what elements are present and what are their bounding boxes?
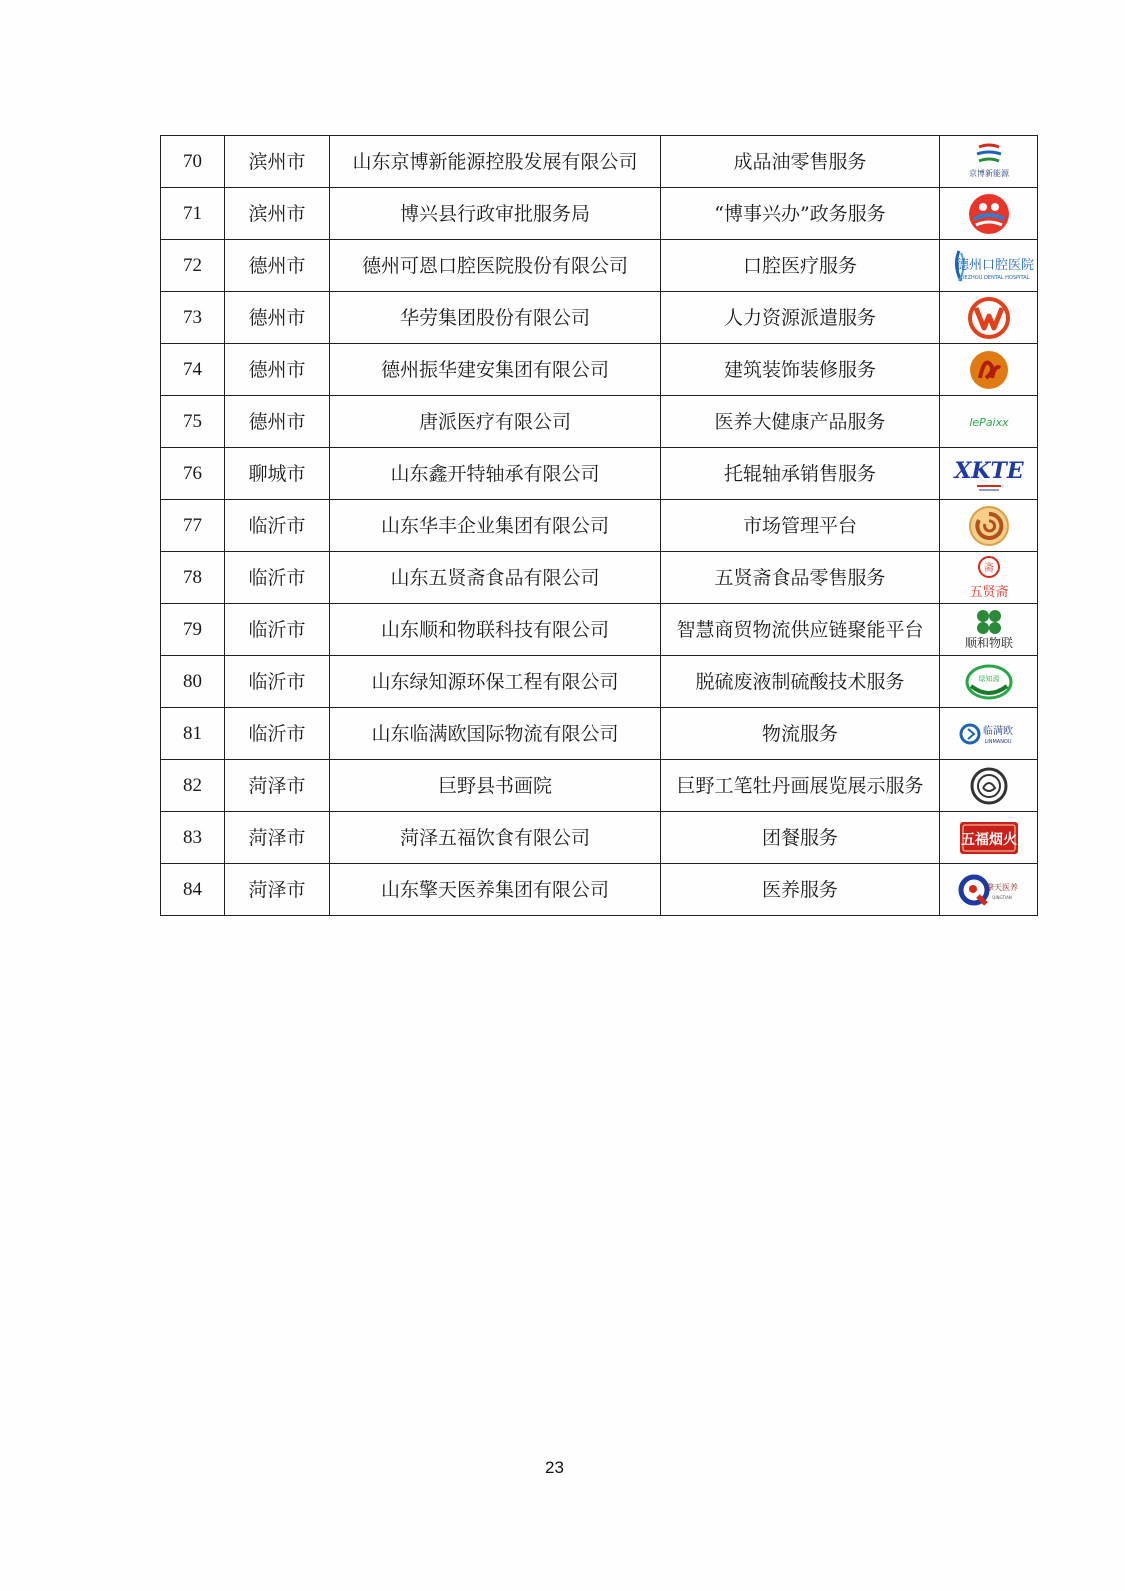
table-row — [161, 448, 1038, 500]
cell-service: 口腔医疗服务 — [661, 240, 940, 292]
cell-number: 70 — [161, 136, 225, 188]
svg-text:XKTE: XKTE — [953, 457, 1024, 484]
cell-city: 德州市 — [225, 292, 330, 344]
cell-logo — [940, 864, 1038, 916]
svg-text:DEZHOU DENTAL HOSPITAL: DEZHOU DENTAL HOSPITAL — [960, 274, 1029, 281]
cell-service: 医养服务 — [661, 864, 940, 916]
table-row — [161, 292, 1038, 344]
table-row — [161, 604, 1038, 656]
table-row — [161, 864, 1038, 916]
cell-logo — [940, 136, 1038, 188]
cell-city: 临沂市 — [225, 604, 330, 656]
svg-text:LINMANOU: LINMANOU — [983, 738, 1012, 745]
table-row — [161, 552, 1038, 604]
svg-text:擎天医养: 擎天医养 — [985, 882, 1018, 892]
svg-text:五贤斋: 五贤斋 — [968, 584, 1009, 600]
cell-number: 79 — [161, 604, 225, 656]
svg-text:京博新能源: 京博新能源 — [968, 168, 1009, 178]
cell-company: 山东绿知源环保工程有限公司 — [330, 656, 661, 708]
svg-text:绿知源: 绿知源 — [978, 674, 999, 683]
linmanou-logistics-logo — [940, 708, 1037, 759]
cell-number: 77 — [161, 500, 225, 552]
cell-number: 82 — [161, 760, 225, 812]
cell-logo — [940, 656, 1038, 708]
cell-service: 托辊轴承销售服务 — [661, 448, 940, 500]
cell-city: 临沂市 — [225, 708, 330, 760]
cell-company: 德州可恩口腔医院股份有限公司 — [330, 240, 661, 292]
cell-logo — [940, 396, 1038, 448]
cell-company: 山东京博新能源控股发展有限公司 — [330, 136, 661, 188]
cell-service: 医养大健康产品服务 — [661, 396, 940, 448]
cell-city: 临沂市 — [225, 552, 330, 604]
cell-company: 山东顺和物联科技有限公司 — [330, 604, 661, 656]
cell-company: 山东临满欧国际物流有限公司 — [330, 708, 661, 760]
table-row — [161, 396, 1038, 448]
xkte-bearing-logo — [940, 448, 1037, 499]
zhenhua-construction-logo — [940, 344, 1037, 395]
cell-city: 德州市 — [225, 344, 330, 396]
lvzhiyuan-env-logo — [940, 656, 1037, 707]
cell-service: 市场管理平台 — [661, 500, 940, 552]
cell-logo — [940, 500, 1038, 552]
table-row — [161, 344, 1038, 396]
cell-city: 滨州市 — [225, 136, 330, 188]
cell-service: 脱硫废液制硫酸技术服务 — [661, 656, 940, 708]
jingbo-new-energy-logo — [940, 136, 1037, 187]
table-body — [161, 136, 1038, 916]
qingtian-medical-care-logo — [940, 864, 1037, 915]
cell-logo — [940, 760, 1038, 812]
cell-city: 德州市 — [225, 240, 330, 292]
cell-service: 成品油零售服务 — [661, 136, 940, 188]
cell-service: 物流服务 — [661, 708, 940, 760]
cell-company: 山东五贤斋食品有限公司 — [330, 552, 661, 604]
cell-service: 巨野工笔牡丹画展览展示服务 — [661, 760, 940, 812]
table-row — [161, 656, 1038, 708]
shunhe-iot-logo — [940, 604, 1037, 655]
cell-number: 74 — [161, 344, 225, 396]
cell-number: 75 — [161, 396, 225, 448]
cell-city: 菏泽市 — [225, 760, 330, 812]
huafeng-group-logo — [940, 500, 1037, 551]
lepai-medical-logo — [940, 396, 1037, 447]
cell-logo — [940, 708, 1038, 760]
table-row — [161, 760, 1038, 812]
cell-number: 73 — [161, 292, 225, 344]
cell-number: 84 — [161, 864, 225, 916]
cell-company: 唐派医疗有限公司 — [330, 396, 661, 448]
cell-company: 德州振华建安集团有限公司 — [330, 344, 661, 396]
table-row — [161, 188, 1038, 240]
cell-service: 五贤斋食品零售服务 — [661, 552, 940, 604]
cell-number: 71 — [161, 188, 225, 240]
cell-city: 德州市 — [225, 396, 330, 448]
cell-service: 建筑装饰装修服务 — [661, 344, 940, 396]
cell-number: 83 — [161, 812, 225, 864]
cell-logo — [940, 344, 1038, 396]
cell-service: 团餐服务 — [661, 812, 940, 864]
cell-number: 81 — [161, 708, 225, 760]
svg-text:临满欧: 临满欧 — [982, 725, 1013, 737]
svg-text:顺和物联: 顺和物联 — [964, 635, 1013, 650]
cell-service: 人力资源派遣服务 — [661, 292, 940, 344]
cell-company: 博兴县行政审批服务局 — [330, 188, 661, 240]
juye-painting-academy-logo — [940, 760, 1037, 811]
cell-city: 临沂市 — [225, 500, 330, 552]
wufu-catering-logo — [940, 812, 1037, 863]
cell-logo — [940, 812, 1038, 864]
page-number: 23 — [545, 1458, 564, 1477]
cell-logo — [940, 448, 1038, 500]
wuxianzhai-food-logo — [940, 552, 1037, 603]
hualao-group-logo — [940, 292, 1037, 343]
enterprise-list-table — [160, 135, 1038, 916]
svg-text:QINGTIAN: QINGTIAN — [991, 894, 1012, 900]
cell-city: 菏泽市 — [225, 812, 330, 864]
cell-company: 菏泽五福饮食有限公司 — [330, 812, 661, 864]
svg-text:斋: 斋 — [983, 562, 994, 574]
cell-service: “博事兴办”政务服务 — [661, 188, 940, 240]
cell-company: 山东鑫开特轴承有限公司 — [330, 448, 661, 500]
table-row — [161, 500, 1038, 552]
cell-city: 菏泽市 — [225, 864, 330, 916]
table-row — [161, 240, 1038, 292]
cell-number: 78 — [161, 552, 225, 604]
cell-company: 巨野县书画院 — [330, 760, 661, 812]
boxing-admin-approval-logo — [940, 188, 1037, 239]
cell-service: 智慧商贸物流供应链聚能平台 — [661, 604, 940, 656]
cell-logo — [940, 188, 1038, 240]
cell-logo — [940, 240, 1038, 292]
svg-text:lePaixx: lePaixx — [968, 415, 1009, 429]
cell-city: 滨州市 — [225, 188, 330, 240]
table-row — [161, 812, 1038, 864]
cell-city: 临沂市 — [225, 656, 330, 708]
svg-text:德州口腔医院: 德州口腔医院 — [955, 257, 1034, 273]
cell-logo — [940, 604, 1038, 656]
cell-company: 山东擎天医养集团有限公司 — [330, 864, 661, 916]
svg-text:五福烟火: 五福烟火 — [960, 831, 1017, 848]
cell-city: 聊城市 — [225, 448, 330, 500]
table-row — [161, 708, 1038, 760]
cell-number: 76 — [161, 448, 225, 500]
cell-logo — [940, 552, 1038, 604]
cell-company: 华劳集团股份有限公司 — [330, 292, 661, 344]
cell-company: 山东华丰企业集团有限公司 — [330, 500, 661, 552]
cell-number: 80 — [161, 656, 225, 708]
table-row — [161, 136, 1038, 188]
cell-logo — [940, 292, 1038, 344]
cell-number: 72 — [161, 240, 225, 292]
dezhou-dental-hospital-logo — [940, 240, 1037, 291]
